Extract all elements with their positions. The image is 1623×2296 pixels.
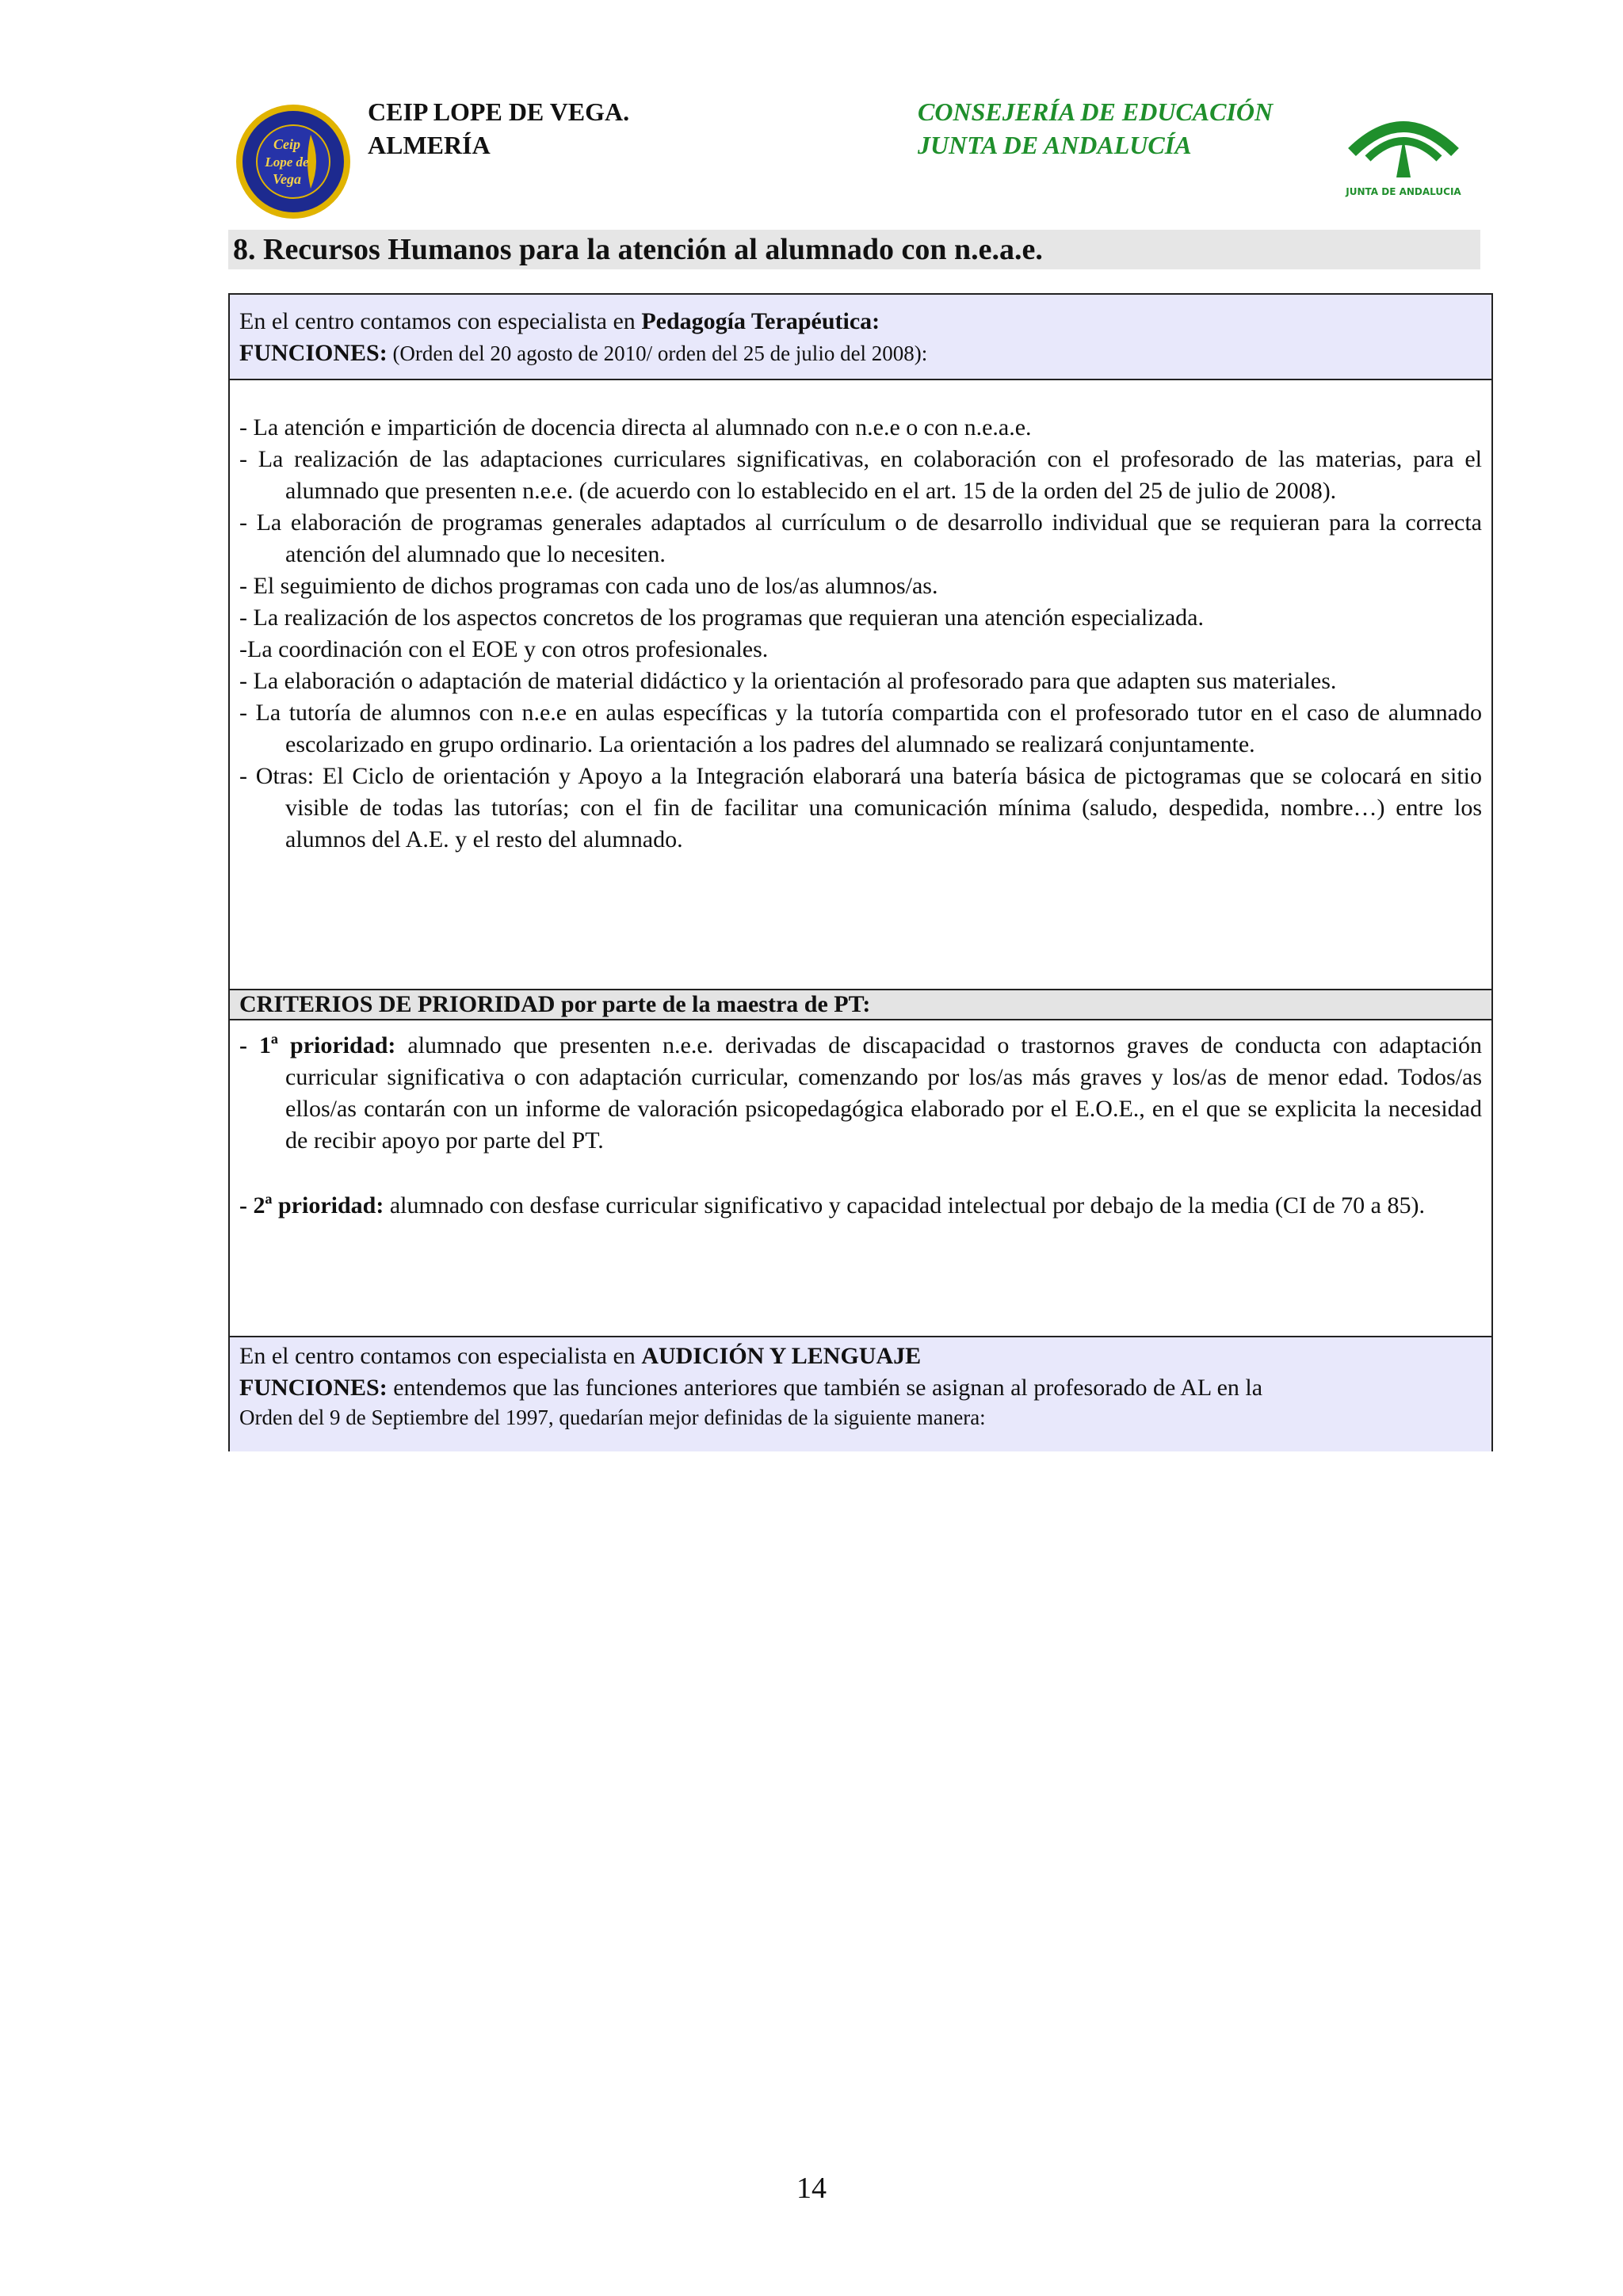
school-name-line1: CEIP LOPE DE VEGA. [368,97,630,126]
list-item: - El seguimiento de dichos programas con cada uno de los/as alumnos/as. [239,573,938,599]
pt-funciones-label: FUNCIONES: [239,340,388,366]
list-item: - La tutoría de alumnos con n.e.e en aulas específicas y la tutoría compartida con el profesorado tutor en el caso de alumnado escolarizado en grupo ordinario. La orientación a los padres del alumnado se realizará conjuntamente. [239,700,1482,757]
al-intro: En el centro contamos con especialista en AUDICIÓN Y LENGUAJE [239,1343,922,1369]
list-item: - Otras: El Ciclo de orientación y Apoyo a la Integración elaborará una batería básica de pictogramas que se colocará en sitio visible de todas las tutorías; con el fin de facilitar una comunicación mínima (saludo, despedida, nombre…) entre los alumnos del A.E. y el resto del alumnado. [239,763,1482,852]
criterios-heading: CRITERIOS DE PRIORIDAD por parte de la maestra de PT: [239,991,871,1017]
consejeria-line1: CONSEJERÍA DE EDUCACIÓN [918,97,1274,126]
pt-functions-row [230,380,1491,990]
criterios-row [230,1020,1491,1337]
svg-text:Lope de: Lope de [265,154,309,170]
al-funciones-line [239,1372,1482,1404]
pt-specialist: Pedagogía Terapéutica: [641,308,880,334]
school-logo [235,103,352,220]
priority-2-label: - 2ª prioridad: [239,1192,384,1219]
pt-funciones-ref: (Orden del 20 agosto de 2010/ orden del 25 de julio del 2008): [387,341,928,365]
list-item: - La realización de las adaptaciones curriculares significativas, en colaboración con el profesorado de las materias, para el alumnado que presenten n.e.e. (de acuerdo con lo establecido en el art. 15 de la orden del 25 de julio de 2008). [239,446,1482,504]
criterios-heading-row [230,990,1491,1020]
section-title: 8. Recursos Humanos para la atención al alumnado con n.e.a.e. [228,230,1480,269]
priority-1-label: - 1ª prioridad: [239,1032,396,1058]
priority-2-text: alumnado con desfase curricular significativo y capacidad intelectual por debajo de la media (CI de 70 a 85). [384,1192,1425,1219]
al-funciones-text: entendemos que las funciones anteriores que también se asignan al profesorado de AL en la [387,1375,1263,1401]
svg-text:Ceip: Ceip [273,136,300,152]
school-name-line2: ALMERÍA [368,131,491,159]
pt-intro: En el centro contamos con especialista en Pedagogía Terapéutica: [239,308,880,334]
list-item: -La coordinación con el EOE y con otros profesionales. [239,636,769,662]
page-header [235,92,1471,219]
svg-text:Vega: Vega [273,171,301,187]
al-funciones-label: FUNCIONES: [239,1375,388,1401]
page-number: 14 [796,2172,827,2205]
priority-1 [239,1030,1482,1157]
priority-2 [239,1190,1482,1222]
al-specialist: AUDICIÓN Y LENGUAJE [641,1343,922,1369]
junta-andalucia-logo [1344,106,1463,200]
list-item: - La realización de los aspectos concretos de los programas que requieran una atención especializada. [239,605,1204,631]
list-item: - La atención e impartición de docencia directa al alumnado con n.e.e o con n.e.a.e. [239,414,1032,441]
pt-funciones-line [239,338,1482,369]
al-orden-line: Orden del 9 de Septiembre del 1997, quedarían mejor definidas de la siguiente manera: [239,1405,986,1429]
consejeria-name [918,95,1273,162]
list-item: - La elaboración o adaptación de material didáctico y la orientación al profesorado para que adapten sus materiales. [239,668,1337,694]
al-intro-row [230,1337,1491,1451]
pt-intro-row [230,295,1491,380]
content-table [228,293,1493,1451]
priority-1-text: alumnado que presenten n.e.e. derivadas de discapacidad o trastornos graves de conducta con adaptación curricular significativa o con adaptación curricular, comenzando por los/as más graves y los/as de menor edad. Todos/as ellos/as contarán con un informe de valoración psicopedagógica elaborado por el E.O.E., en el que se explicita la necesidad de recibir apoyo por parte del PT. [285,1032,1482,1154]
list-item: - La elaboración de programas generales adaptados al currículum o de desarrollo individual que se requieran para la correcta atención del alumnado que lo necesiten. [239,509,1482,567]
spacer [239,1157,1482,1190]
consejeria-line2: JUNTA DE ANDALUCÍA [918,131,1192,159]
school-name [368,95,629,162]
svg-text:JUNTA DE ANDALUCIA: JUNTA DE ANDALUCIA [1346,186,1461,197]
